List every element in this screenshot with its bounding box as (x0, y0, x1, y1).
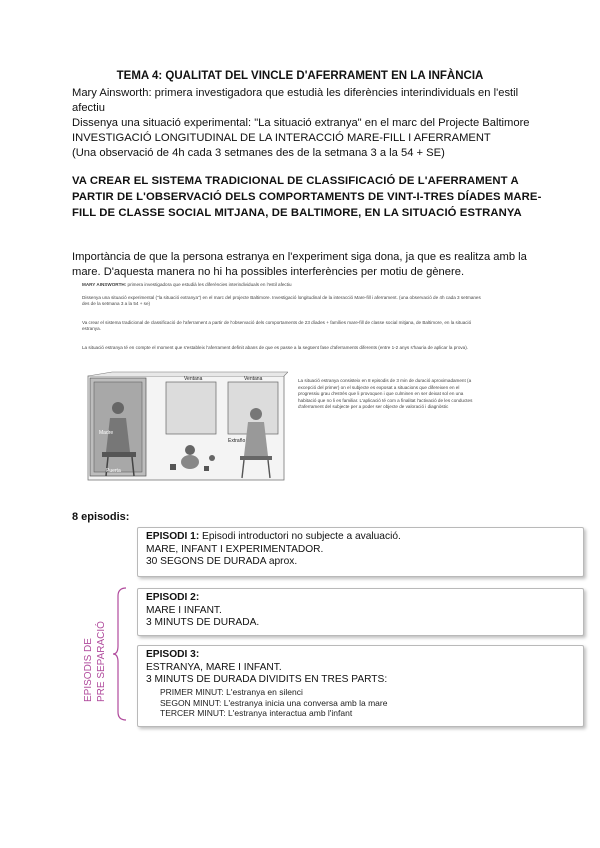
scan-paragraph-1 (82, 282, 482, 288)
intro-observation: (Una observació de 4h cada 3 setmanes des de la setmana 3 a la 54 + SE) (72, 147, 445, 159)
label-window-1: Ventana (184, 376, 203, 382)
mother-chair (102, 452, 136, 457)
intro-block (72, 86, 542, 161)
label-stranger: Extraño (228, 438, 246, 444)
episode-1-title (146, 531, 583, 544)
window-left (166, 382, 216, 434)
infant-head (185, 445, 195, 455)
pre-separation-line-2: PRE SEPARACIÓ (96, 621, 107, 702)
scan-paragraph-2 (82, 295, 482, 307)
scan-p1-text: primera investigadora que estudià les diferències interindividuals en l'estil afectiu (127, 282, 292, 287)
label-mother: Madre (99, 430, 114, 436)
episodes-label: 8 episodis: (72, 511, 130, 523)
scan-p1-bold: MARY AINSWORTH: (82, 282, 127, 287)
stranger-head (250, 408, 262, 420)
stranger-body (244, 422, 268, 456)
brace-path (113, 588, 126, 720)
toy-3 (209, 455, 215, 461)
sub-2-label: SEGON MINUT: (160, 697, 222, 708)
sub-1-text: L'estranya en silenci (223, 686, 303, 697)
episode-1-title-bold: EPISODI 1: (146, 531, 200, 542)
scan-paragraph-4 (82, 345, 482, 351)
episode-2-line-1: MARE I INFANT. (146, 604, 222, 616)
episode-1-line-1: MARE, INFANT I EXPERIMENTADOR. (146, 543, 324, 555)
episode-1-box (137, 527, 584, 577)
pre-separation-brace (112, 586, 132, 722)
toy-1 (170, 464, 176, 470)
episode-3-line-2: 3 MINUTS DE DURADA DIVIDITS EN TRES PARTS: (146, 674, 388, 686)
episode-1-title-rest: Episodi introductori no subjecte a avaluació. (199, 531, 401, 542)
stranger-chair (240, 456, 272, 460)
scan-p2-text: Dissenya una situació experimental ("la situació extranya") en el marc del projecte Baltimore. Investigació longitudinal de la interacció Mare-fill i aferrament. (una observació de 4h cada 3 setmanes des de la setmana 3 a la 54 + se) (82, 295, 481, 307)
label-door: Puerta (106, 468, 121, 474)
episode-2-box (137, 588, 584, 636)
episode-1-line-2: 30 SEGONS DE DURADA aprox. (146, 556, 298, 568)
episode-3-line-1: ESTRANYA, MARE I INFANT. (146, 661, 282, 673)
episode-3-title (146, 649, 583, 662)
sub-1-label: PRIMER MINUT: (160, 686, 224, 697)
intro-experiment: Dissenya una situació experimental: "La situació extranya" en el marc del Projecte Baltimore (72, 117, 530, 129)
section-heading: VA CREAR EL SISTEMA TRADICIONAL DE CLASSIFICACIÓ DE L'AFERRAMENT A PARTIR DE L'OBSERVACIÓ DELS COMPORTAMENTS DE VINT-I-TRES DÍADES MARE-FILL DE CLASSE SOCIAL MITJANA, DE BALTIMORE, EN LA SITUACIÓ ESTRANYA (72, 175, 542, 219)
episode-3-sub-2 (146, 698, 583, 709)
intro-ainsworth: Mary Ainsworth: primera investigadora que estudià les diferències interindividuals en l'estil afectiu (72, 87, 519, 114)
episode-2-title (146, 592, 583, 605)
episode-3-sub-3 (146, 708, 583, 719)
importance-paragraph: Importància de que la persona estranya en l'experiment siga dona, ja que es realitza amb la mare. D'aquesta manera no hi ha possibles interferències per motiu de gènere. (72, 251, 527, 278)
episode-3-sub-1 (146, 687, 583, 698)
label-window-2: Ventana (244, 376, 263, 382)
illustration-caption: La situació estranya consisteix en 8 episodis de 3 min de duració aproximadament (a excepció del primer) on el subjecte es exposat a situacions que difereixen en el progressiu grau d'estrès que li provoquen i que culminen en ser deixat sol en una habitació que no li es familiar. L'aplicació té com a finalitat l'activació de les conductes d'aferrament del subjecte per a poder ser objecte de valoració i diagnòstic (298, 378, 473, 410)
mother-head (112, 402, 124, 414)
pre-separation-label (79, 614, 113, 704)
episode-3-title-bold: EPISODI 3: (146, 649, 200, 660)
page-title: TEMA 4: QUALITAT DEL VINCLE D'AFERRAMENT EN LA INFÀNCIA (116, 70, 484, 82)
scan-p3-text: Va crear el sistema tradicional de classificació de l'aferrament a partir de l'observació dels comportaments de 23 díades + famílies mare-fill de classe social mitjana, de Baltimore, en la situació estranya. (82, 320, 472, 332)
toy-2 (204, 466, 209, 471)
scanned-notes-image (82, 282, 482, 482)
episode-2-line-2: 3 MINUTS DE DURADA. (146, 617, 260, 629)
scan-p4-text: La situació estranya té en compte el moment que s'estableix l'aferrament definit abans de que es passe a la següent fase d'aferraments diferents (entre 1-2 anys s'hauria de aplicar la prova). (82, 345, 469, 350)
pre-separation-line-1: EPISODIS DE (83, 638, 94, 702)
sub-2-text: L'estranya inicia una conversa amb la mare (221, 697, 388, 708)
sub-3-label: TERCER MINUT: (160, 708, 226, 719)
intro-investigation: INVESTIGACIÓ LONGITUDINAL DE LA INTERACCIÓ MARE-FILL I AFERRAMENT (72, 132, 491, 144)
strange-situation-illustration (82, 368, 288, 482)
scan-paragraph-3 (82, 320, 482, 332)
episode-3-box (137, 645, 584, 727)
infant-body (181, 455, 199, 469)
episode-2-title-bold: EPISODI 2: (146, 592, 200, 603)
sub-3-text: L'estranya interactua amb l'infant (225, 708, 353, 719)
